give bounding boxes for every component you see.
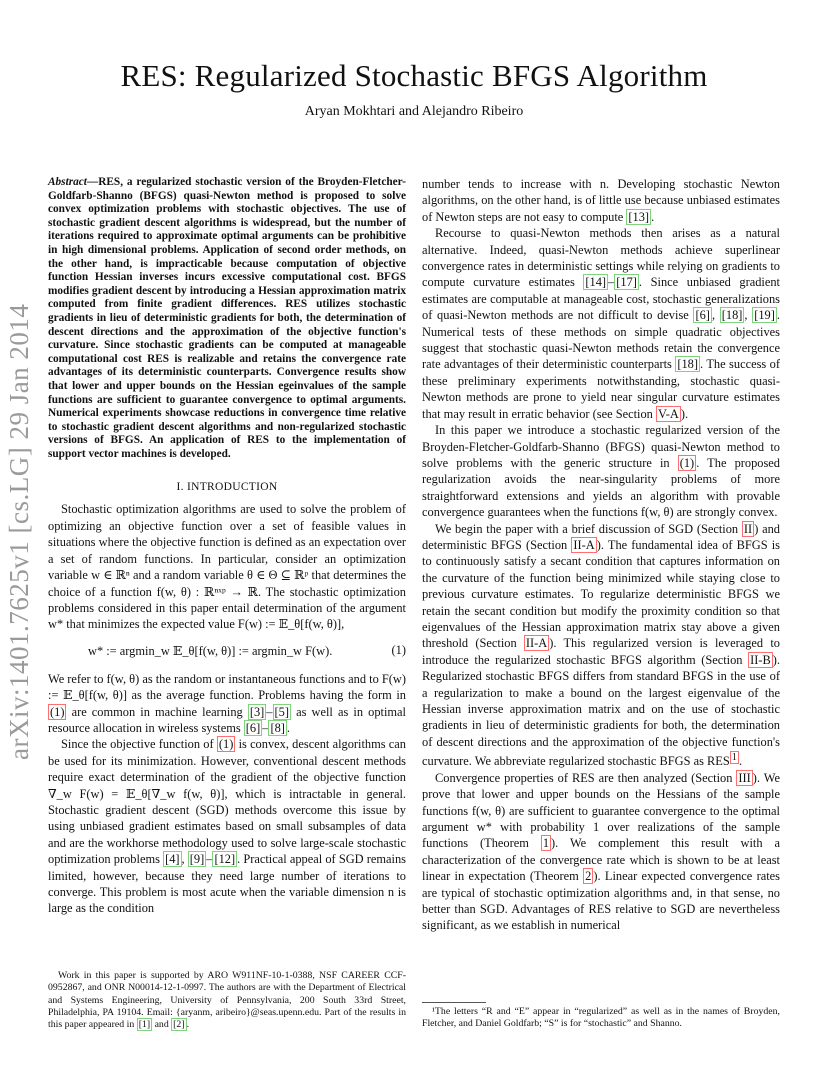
citation-link[interactable]: [4] bbox=[165, 852, 180, 867]
right-paragraph-2: Recourse to quasi-Newton methods then arises as a natural alternative. Indeed, quasi-Newton methods achieve superlinear convergence rates in deterministic settings while relying on gradients to compute curvature estimates [14] – [17] . Since unbiased gradient estimates are computable at manageable cost, stochastic generalizations of quasi-Newton methods are not difficult to devise [6] , [18] , [19] . Numerical tests of these methods on simple quadratic objectives suggest that stochastic quasi-Newton methods retain the convergence rate advantages of their deterministic counterparts [18] . The success of these preliminary experiments notwithstanding, stochastic quasi-Newton methods are prone to yield near singular curvature estimates that may result in erratic behavior (see Section V-A ). bbox=[422, 226, 781, 421]
section-ref-link[interactable]: V-A bbox=[657, 406, 679, 421]
res-name-footnote: ¹The letters “R and “E” appear in “regularized” as well as in the names of Broyden, Fletcher, and Daniel Goldfarb; “S” is for “stochastic” and Shanno. bbox=[422, 1006, 780, 1030]
section-ref-link[interactable]: II bbox=[743, 521, 753, 536]
citation-link[interactable]: [1] bbox=[138, 1019, 151, 1031]
equation-ref-link[interactable]: (1) bbox=[218, 737, 234, 752]
intro-paragraph-1: Stochastic optimization algorithms are used to solve the problem of optimizing an objective function over a set of feasible values in situations where the objective function is defined as an expectation over a set of random functions. In particular, consider an optimization variable w ∈ ℝⁿ and a random variable θ ∈ Θ ⊆ ℝᵖ that determines the choice of a function f(w, θ) : ℝⁿˣᵖ → ℝ. The stochastic optimization problems considered in this paper entail determination of the argument w* that minimizes the expected value F(w) := 𝔼_θ[f(w, θ)], bbox=[48, 502, 406, 632]
citation-link[interactable]: [14] bbox=[585, 275, 607, 290]
funding-footnote: Work in this paper is supported by ARO W911NF-10-1-0388, NSF CAREER CCF-0952867, and ONR N00014-12-1-0997. The authors are with the Department of Electrical and Systems Engineering, University of Pennsylvania, 200 South 33rd Street, Philadelphia, PA 19104. Email: {aryanm, aribeiro}@seas.upenn.edu. Part of the results in this paper appeared in [1] and [2] . bbox=[48, 970, 406, 1031]
citation-link[interactable]: [6] bbox=[695, 308, 710, 323]
citation-link[interactable]: [3] bbox=[249, 704, 265, 719]
section-ref-link[interactable]: II-A bbox=[573, 537, 595, 552]
equation-body: w* := argmin_w 𝔼_θ[f(w, θ)] := argmin_w F(w). bbox=[88, 643, 333, 658]
left-column bbox=[48, 176, 406, 917]
footnote-rule bbox=[422, 1002, 486, 1003]
right-paragraph-1: number tends to increase with n. Developing stochastic Newton algorithms, on the other hand, is of little use because unbiased estimates of Newton steps are not easy to compute [13] . bbox=[422, 177, 780, 224]
citation-link[interactable]: [5] bbox=[274, 704, 289, 719]
section-ref-link[interactable]: III bbox=[738, 770, 751, 785]
paper-title: RES: Regularized Stochastic BFGS Algorithm bbox=[120, 58, 708, 93]
section-ref-link[interactable]: II-A bbox=[525, 636, 548, 651]
citation-link[interactable]: [18] bbox=[677, 357, 698, 372]
equation-1 bbox=[48, 639, 406, 667]
intro-paragraph-3: Since the objective function of (1) is convex, descent algorithms can be used for its minimization. However, conventional descent methods require exact determination of the gradient of the objective function ∇_w F(w) = 𝔼_θ[∇_w f(w, θ)], which is intractable in general. Stochastic gradient descent (SGD) methods overcome this issue by using unbiased gradient estimates based on small subsamples of data and are the workhorse methodology used to solve large-scale stochastic optimization problems [4] , [9] – [12] . Practical appeal of SGD remains limited, however, because they need large number of iterations to converge. This problem is most acute when the variable dimension n is large as the condition bbox=[48, 737, 406, 916]
citation-link[interactable]: [6] bbox=[245, 720, 261, 735]
equation-ref-link[interactable]: (1) bbox=[679, 455, 695, 470]
citation-link[interactable]: [17] bbox=[616, 275, 637, 290]
equation-ref-link[interactable]: (1) bbox=[50, 704, 65, 719]
abstract bbox=[48, 176, 406, 461]
left-footnote bbox=[48, 970, 406, 1031]
right-paragraph-5: Convergence properties of RES are then analyzed (Section III ). We prove that lower and upper bounds on the Hessians of the sample functions f(w, θ) are sufficient to guarantee convergence to the optimal argument w* with probability 1 over realizations of the sample functions (Theorem 1 ). We complement this result with a characterization of the convergence rate which is shown to be at least linear in expectation (Theorem 2 ). Linear expected convergence rates are typical of stochastic optimization algorithms and, in that sense, no better than SGD. Advantages of RES relative to SGD are nevertheless significant, as we establish in numerical bbox=[422, 770, 780, 933]
paper-authors: Aryan Mokhtari and Alejandro Ribeiro bbox=[304, 104, 524, 119]
right-footnote bbox=[422, 1006, 780, 1031]
theorem-ref-link[interactable]: 1 bbox=[542, 836, 550, 851]
citation-link[interactable]: [8] bbox=[270, 720, 285, 735]
section-heading-introduction: I. INTRODUCTION bbox=[176, 481, 278, 494]
citation-link[interactable]: [2] bbox=[173, 1019, 185, 1031]
abstract-lead: Abstract bbox=[48, 176, 87, 188]
section-ref-link[interactable]: II-B bbox=[750, 652, 771, 667]
theorem-ref-link[interactable]: 2 bbox=[585, 869, 592, 884]
citation-link[interactable]: [9] bbox=[189, 852, 205, 867]
right-column bbox=[422, 176, 780, 934]
equation-number: (1) bbox=[391, 642, 406, 657]
arxiv-watermark: arXiv:1401.7625v1 [cs.LG] 29 Jan 2014 bbox=[4, 303, 34, 760]
citation-link[interactable]: [18] bbox=[721, 308, 743, 323]
intro-paragraph-2: We refer to f(w, θ) as the random or instantaneous functions and to F(w) := 𝔼_θ[f(w, θ)] as the average function. Problems having the form in (1) are common in machine learning [3] – [5] as well as in optimal resource allocation in wireless systems [6] – [8] . bbox=[48, 671, 406, 735]
footnote-ref-link[interactable]: 1 bbox=[731, 752, 737, 764]
right-paragraph-4: We begin the paper with a brief discussion of SGD (Section II ) and deterministic BFGS (Section II-A ). The fundamental idea of BFGS is to continuously satisfy a secant condition that captures information on the curvature of the function being minimized while staying close to previous curvature estimates. To regularize deterministic BFGS we retain the secant condition but modify the proximity condition so that eigenvalues of the Hessian approximation matrix stay above a given threshold (Section II-A ). This regularized version is leveraged to introduce the regularized stochastic BFGS algorithm (Section II-B ). Regularized stochastic BFGS differs from standard BFGS in the use of a regularization to make a bound on the largest eigenvalue of the Hessian inverse approximation matrix and on the use of stochastic gradients in lieu of deterministic gradients for both, the determination of descent directions and the approximation of the objective function's curvature. We abbreviate regularized stochastic BFGS as RES $^1$ . bbox=[422, 521, 780, 769]
citation-link[interactable]: [13] bbox=[628, 209, 650, 224]
abstract-text: —RES, a regularized stochastic version of the Broyden-Fletcher-Goldfarb-Shanno (BFGS) quasi-Newton method is proposed to solve convex optimization problems with stochastic objectives. The use of stochastic gradient descent algorithms is widespread, but the number of iterations required to approximate optimal arguments can be prohibitive in high dimensional problems. Application of second order methods, on the other hand, is impracticable because computation of objective function Hessian inverses incurs excessive computational cost. BFGS modifies gradient descent by introducing a Hessian approximation matrix computed from finite gradient differences. RES utilizes stochastic gradients in lieu of deterministic gradients for both, the determination of descent directions and the approximation of the objective function's curvature. Since stochastic gradients can be computed at manageable computational cost RES is realizable and retains the convergence rate advantages of its deterministic counterparts. Convergence results show that lower and upper bounds on the Hessian egeinvalues of the sample functions are sufficient to guarantee convergence to optimal arguments. Numerical experiments showcase reductions in convergence time relative to stochastic gradient descent algorithms and non-regularized stochastic versions of BFGS. An application of RES to the implementation of support vector machines is developed. bbox=[48, 176, 406, 460]
citation-link[interactable]: [12] bbox=[214, 852, 236, 867]
right-paragraph-3: In this paper we introduce a stochastic regularized version of the Broyden-Fletcher-Goldfarb-Shanno (BFGS) quasi-Newton method to solve problems with the generic structure in (1) . The proposed regularization avoids the near-singularity problems of more straightforward extensions and yields an algorithm with provable convergence guarantees when the functions f(w, θ) are strongly convex. bbox=[422, 423, 780, 520]
citation-link[interactable]: [19] bbox=[754, 308, 775, 323]
